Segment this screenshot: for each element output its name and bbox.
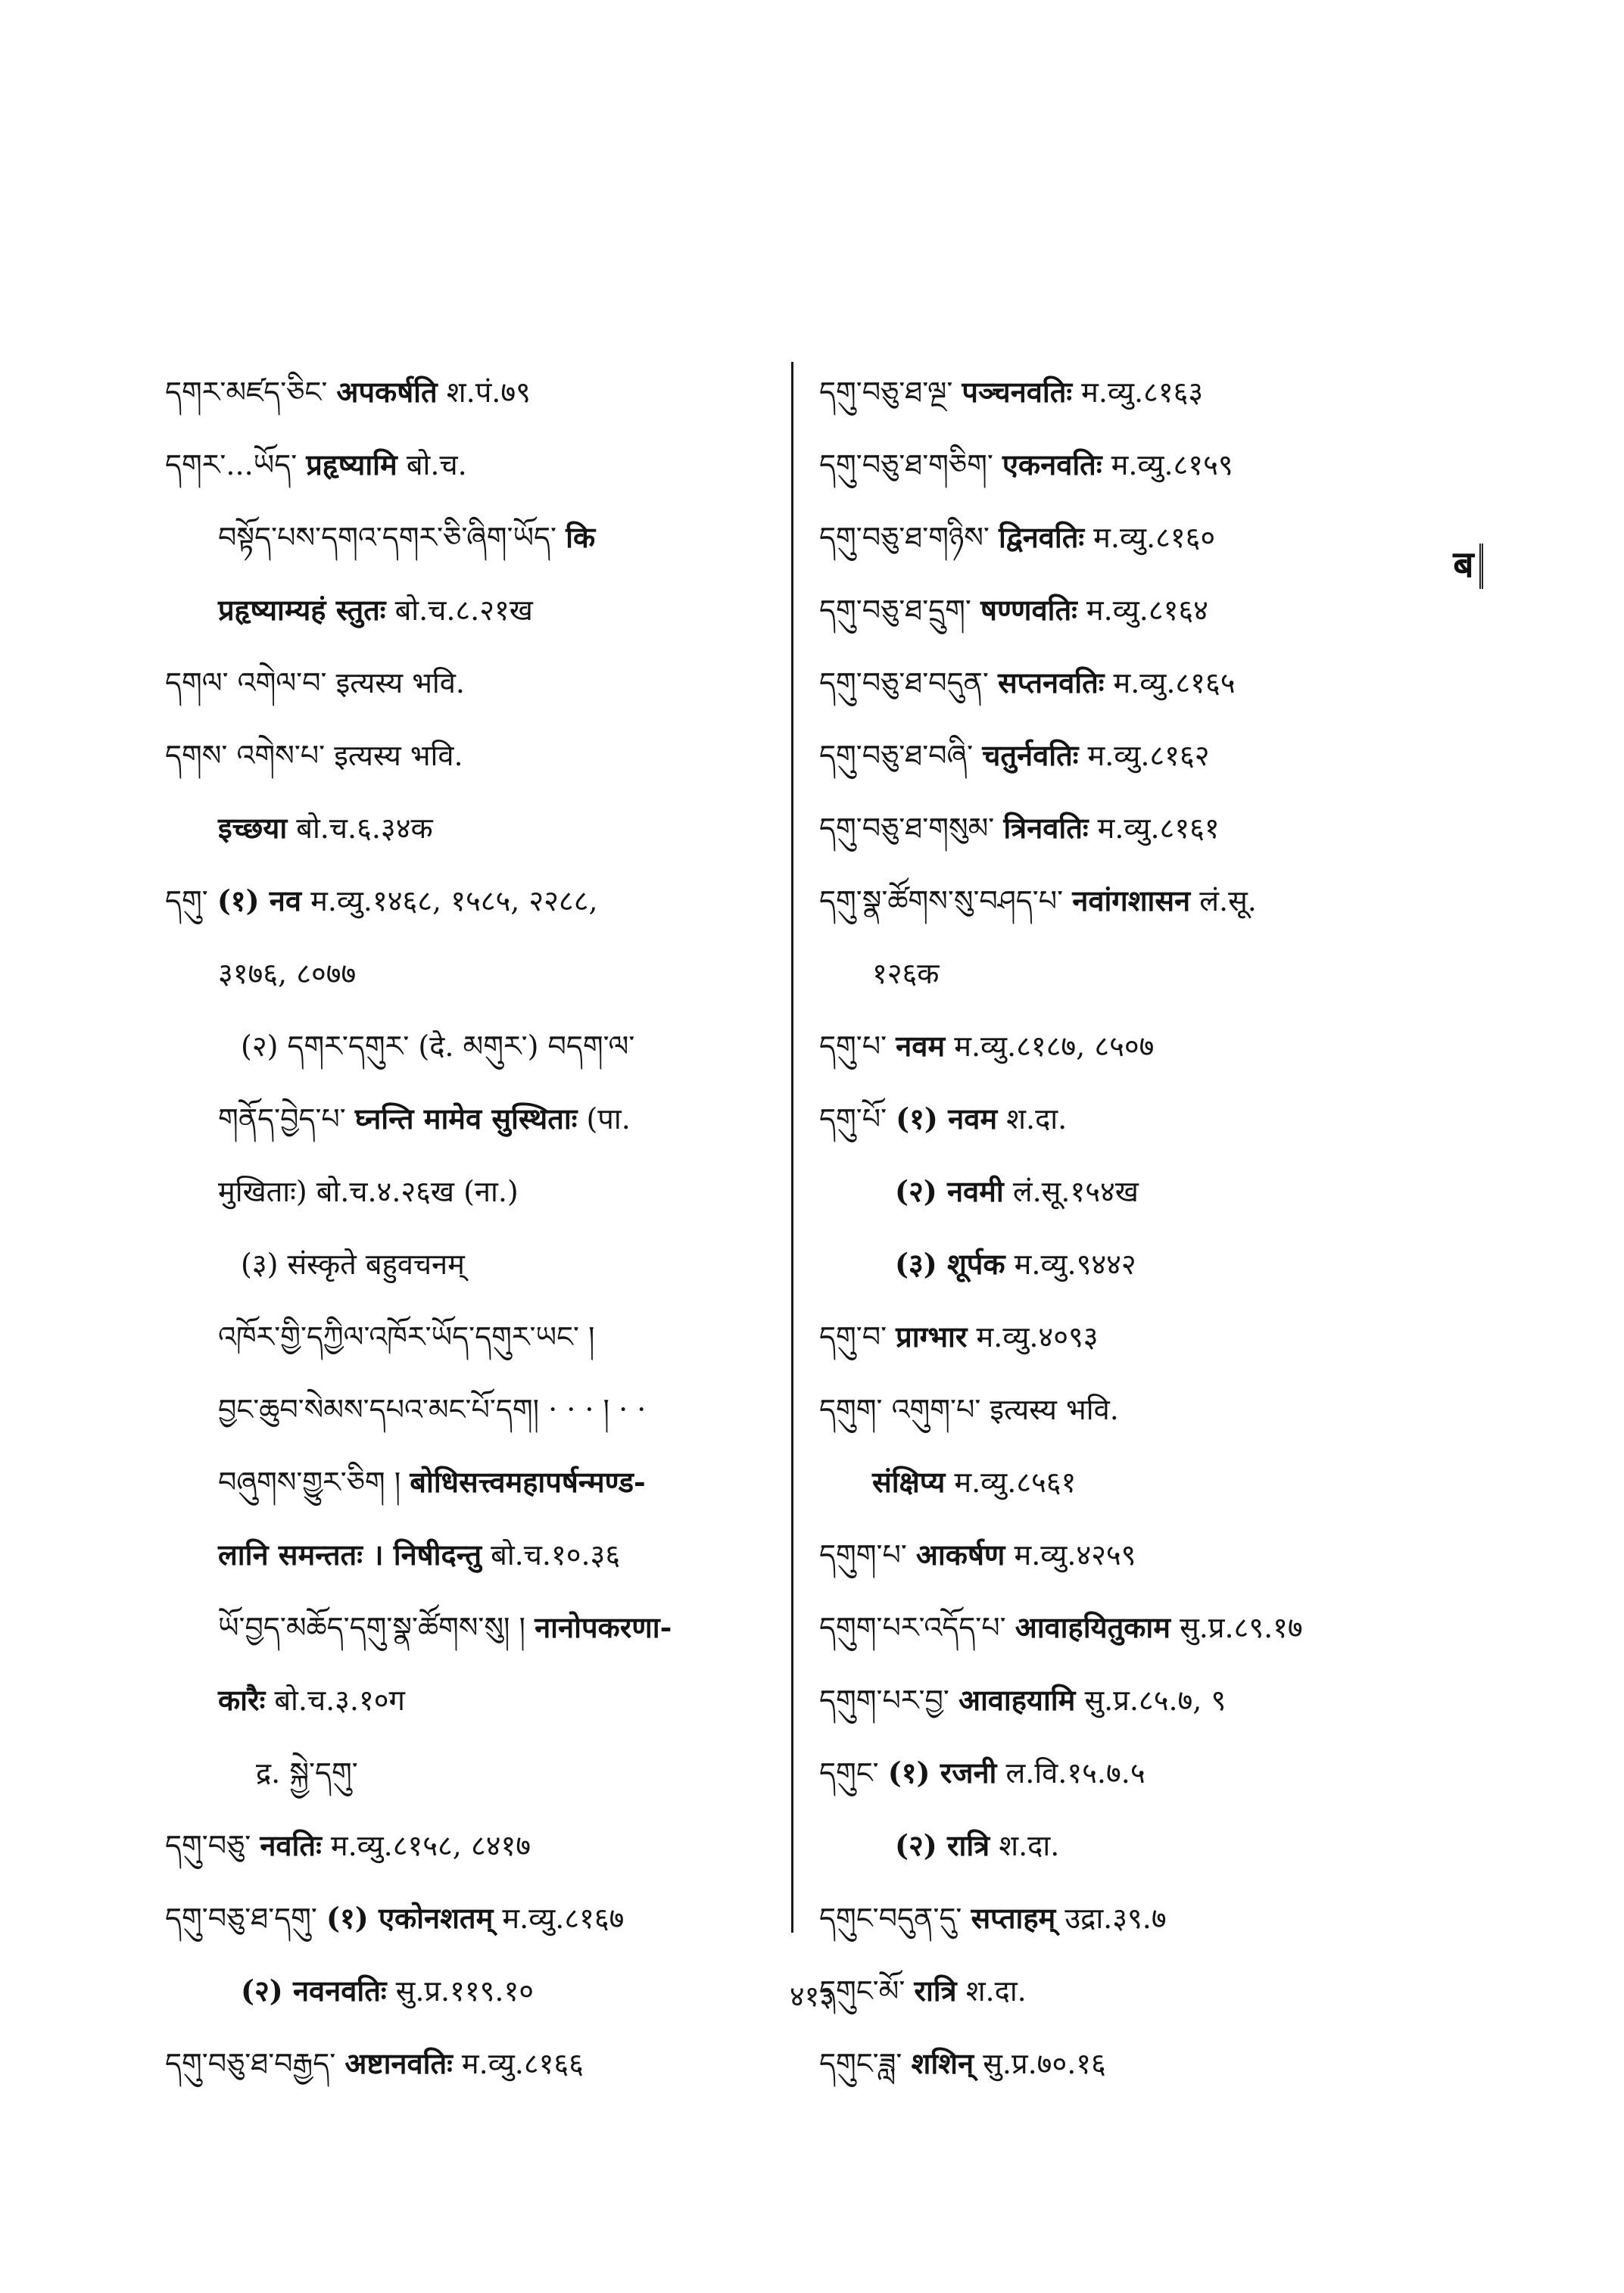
sanskrit-equivalent: नवांगशासन: [1072, 883, 1191, 918]
source-reference: श.दा.: [1006, 1102, 1068, 1136]
left-column: [165, 356, 786, 2100]
dictionary-entry: [819, 428, 1440, 501]
tibetan-headword: དགུང་ཟླ་: [819, 2047, 902, 2080]
source-reference: सु.प्र.८९.१७: [1180, 1611, 1303, 1644]
sanskrit-equivalent: (२) नवनवतिः: [241, 1974, 387, 2008]
source-reference: श.पं.७९: [446, 375, 531, 409]
dictionary-entry: [165, 1228, 786, 1301]
source-reference: सु.प्र.११९.१०: [395, 1974, 535, 2008]
sanskrit-equivalent: कारैः: [218, 1683, 266, 1717]
dictionary-entry: [165, 937, 786, 1010]
source-reference: म.व्यु.८१६३: [1081, 375, 1204, 409]
source-reference: लं.सू.: [1199, 884, 1257, 918]
tibetan-headword: དགུ་བཅུ་ཐ་བཞི་: [819, 739, 974, 772]
dictionary-entry: [819, 719, 1440, 792]
sanskrit-equivalent: आवाहयितुकाम: [1015, 1610, 1170, 1644]
tibetan-headword: དགུ་སྣ་ཚོགས་སུ་བཤད་པ་: [819, 884, 1064, 918]
tibetan-headword: བྱང་ཆུབ་སེམས་དཔའ་མང་པོ་དག། · · · ། · ·: [218, 1393, 647, 1426]
source-reference: ३१७६, ८०७७: [218, 957, 357, 990]
source-reference: श.दा.: [965, 1974, 1027, 2008]
dictionary-entry: [819, 937, 1440, 1010]
dictionary-entry: [819, 646, 1440, 719]
tibetan-headword: དགར་མཛད་ཅིང་: [165, 375, 328, 409]
source-reference: म.व्यु.८१५८, ८४१७: [330, 1829, 531, 1862]
sanskrit-equivalent: संक्षिप्य: [872, 1465, 946, 1499]
tibetan-headword: བསྟོད་པས་དགའ་དགར་ཅི་ཞིག་ཡོད་: [218, 521, 557, 554]
dictionary-entry: [819, 1446, 1440, 1519]
dictionary-entry: [819, 1301, 1440, 1373]
tibetan-headword: དགུ་པ་: [819, 1030, 887, 1063]
tibetan-headword: དགུག་པར་བྱ་: [819, 1684, 949, 1717]
source-reference: म.व्यु.१४६८, १५८५, २२८८,: [310, 884, 598, 918]
page-number: ४१३: [789, 1980, 835, 2013]
tibetan-headword: བཞུགས་གྱུར་ཅིག །: [218, 1466, 401, 1499]
sanskrit-equivalent: (१) एकोनशतम्: [326, 1901, 494, 1935]
source-reference: श.दा.: [999, 1829, 1060, 1862]
tibetan-headword: དགུ་བཅུ་ཐ་བརྒྱད་: [165, 2047, 336, 2080]
sanskrit-equivalent: कि: [566, 520, 596, 554]
sanskrit-equivalent: अष्टानवतिः: [344, 2046, 453, 2080]
dictionary-entry: [819, 501, 1440, 574]
sanskrit-equivalent: नवतिः: [260, 1828, 322, 1862]
source-reference: म.व्यु.८१८७, ८५०७: [954, 1030, 1155, 1063]
source-reference: म.व्यु.८१६०: [1093, 521, 1216, 554]
tibetan-headword: དགུ་བཅུ་: [165, 1829, 251, 1862]
tibetan-headword: དགུག་: [819, 1393, 883, 1426]
source-reference: म.व्यु.८१६६: [461, 2047, 584, 2080]
source-reference: (पा.: [586, 1102, 631, 1136]
tibetan-headword: དགུ་བཅུ་ཐ་ལྔ་: [819, 375, 953, 409]
source-reference: द्र. སྐྱེ་དགུ་: [256, 1756, 358, 1790]
dictionary-entry: [819, 792, 1440, 865]
section-marker: ब: [1448, 544, 1483, 589]
sanskrit-equivalent: (१) नव: [217, 883, 301, 918]
dictionary-entry: [819, 2027, 1440, 2100]
sanskrit-equivalent: नवम: [896, 1029, 946, 1063]
dictionary-entry: [165, 792, 786, 865]
tibetan-headword: དགུ་བ་: [819, 1320, 887, 1354]
sanskrit-equivalent: लानि समन्ततः । निषीदन्तु: [218, 1537, 482, 1572]
sanskrit-equivalent: रात्रि: [914, 1974, 957, 2008]
dictionary-entry: [165, 1882, 786, 1955]
sanskrit-equivalent: घ्नन्ति मामेव सुस्थिताः: [354, 1101, 578, 1136]
dictionary-entry: [819, 1882, 1440, 1955]
dictionary-entry: [165, 356, 786, 428]
tibetan-headword: དགུ་བཅུ་ཐ་གཅིག་: [819, 448, 993, 481]
dictionary-entry: [165, 1519, 786, 1591]
source-reference: १२६क: [872, 957, 940, 990]
sanskrit-equivalent: प्राग्भार: [896, 1319, 968, 1354]
sanskrit-equivalent: त्रिनवतिः: [1003, 811, 1089, 845]
tibetan-headword: དགུ་བཅུ་ཐ་དགུ་: [165, 1902, 317, 1935]
sanskrit-equivalent: प्रहृष्यामि: [306, 447, 397, 481]
source-reference: सु.प्र.७०.१६: [983, 2047, 1106, 2080]
dictionary-entry: [819, 1228, 1440, 1301]
tibetan-headword: དགུ་བཅུ་ཐ་དྲུག་: [819, 594, 971, 627]
sanskrit-equivalent: सप्ताहम्: [971, 1901, 1056, 1935]
sanskrit-equivalent: पञ्चनवतिः: [962, 375, 1073, 409]
sanskrit-equivalent: नानोपकरणा-: [535, 1610, 672, 1644]
tibetan-headword: དགལ་: [165, 666, 229, 699]
dictionary-entry: [819, 1083, 1440, 1155]
dictionary-entry: [165, 428, 786, 501]
dictionary-entry: [819, 1591, 1440, 1664]
dictionary-entry: [819, 1664, 1440, 1737]
tibetan-headword: དགུ་བཅུ་ཐ་གཉིས་: [819, 521, 990, 554]
sanskrit-equivalent: चतुर्नवतिः: [982, 738, 1079, 772]
sanskrit-equivalent: शशिन्: [911, 2046, 974, 2080]
tibetan-headword: འཁོར་གྱི་དཀྱིལ་འཁོར་ཡོད་དགུར་ཡང་ །: [218, 1320, 595, 1354]
sanskrit-equivalent: आकर्षण: [915, 1537, 1005, 1572]
tibetan-headword: དགུ་བཅུ་ཐ་གསུམ་: [819, 812, 995, 845]
dictionary-entry: [165, 865, 786, 937]
sanskrit-equivalent: इच्छया: [218, 811, 288, 845]
source-reference: म.व्यु.८१५९: [1111, 448, 1233, 481]
source-reference: (३) संस्कृते बहुवचनम्: [241, 1248, 465, 1281]
dictionary-entry: [819, 865, 1440, 937]
dictionary-entry: [819, 1519, 1440, 1591]
sanskrit-equivalent: (१) रजनी: [887, 1756, 997, 1790]
sanskrit-equivalent: एकनवतिः: [1002, 447, 1102, 481]
dictionary-entry: [819, 1737, 1440, 1809]
dictionary-entry: [819, 1155, 1440, 1228]
dictionary-entry: [819, 1809, 1440, 1882]
dictionary-entry: [165, 1155, 786, 1228]
tibetan-headword: དགུང་མོ་: [819, 1974, 906, 2008]
source-reference: म.व्यु.४२५९: [1014, 1538, 1136, 1572]
source-reference: मुखिताः) बो.च.४.२६ख (ना.): [218, 1175, 519, 1208]
dictionary-entry: [165, 1301, 786, 1373]
source-reference: म.व्यु.८१६१: [1097, 812, 1220, 845]
tibetan-headword: དགར་...ཡོད་: [165, 448, 298, 481]
source-reference: म.व्यु.८१६४: [1086, 594, 1208, 627]
dictionary-entry: [165, 719, 786, 792]
dictionary-entry: [819, 1373, 1440, 1446]
tibetan-headword: དགུག་པར་འདོད་པ་: [819, 1611, 1006, 1644]
tibetan-headword: དགུ་བཅུ་ཐ་བདུན་: [819, 666, 989, 699]
sanskrit-equivalent: सप्तनवतिः: [997, 665, 1105, 699]
dictionary-entry: [165, 2027, 786, 2100]
tibetan-headword: དགས་: [165, 739, 228, 772]
sanskrit-equivalent: (१) नवम: [896, 1101, 998, 1136]
sanskrit-equivalent: आवाहयामि: [958, 1683, 1076, 1717]
dictionary-entry: [165, 1010, 786, 1083]
source-reference: बो.च.: [406, 448, 467, 481]
tibetan-headword: དགུག་པ་: [819, 1538, 907, 1572]
source-reference: म.व्यु.४०९३: [976, 1320, 1099, 1354]
dictionary-entry: [165, 1737, 786, 1809]
dictionary-entry: [165, 501, 786, 574]
dictionary-entry: [165, 1373, 786, 1446]
tibetan-headword: གནོད་བྱེད་པ་: [218, 1102, 346, 1136]
sanskrit-equivalent: प्रहृष्याम्यहं स्तुतः: [218, 593, 386, 627]
source-reference: ल.वि.१५.७.५: [1005, 1756, 1146, 1790]
dictionary-entry: [165, 1591, 786, 1664]
tibetan-headword: དགུང་བདུན་དུ་: [819, 1902, 962, 1935]
sanskrit-equivalent: (२) रात्रि: [895, 1828, 990, 1862]
dictionary-entry: [165, 646, 786, 719]
source-reference: म.व्यु.८१६२: [1087, 739, 1210, 772]
dictionary-entry: [165, 574, 786, 646]
source-reference: म.व्यु.८५६१: [954, 1466, 1077, 1499]
sanskrit-equivalent: (२) नवमी: [895, 1174, 1004, 1208]
source-reference: बो.च.३.१०ग: [274, 1684, 405, 1717]
sanskrit-equivalent: द्विनवतिः: [998, 520, 1085, 554]
source-reference: (२) དགར་དགུར་ (दे. མགུར་) བདག་ལ་: [241, 1030, 635, 1063]
source-reference: འགེས་པ་ इत्यस्य भवि.: [236, 739, 463, 772]
source-reference: लं.सू.१५४ख: [1012, 1175, 1139, 1208]
source-reference: बो.च.८.२१ख: [394, 594, 533, 627]
source-reference: बो.च.१०.३६: [491, 1538, 621, 1572]
dictionary-entry: [819, 574, 1440, 646]
dictionary-entry: [819, 356, 1440, 428]
source-reference: म.व्यु.८१६७: [502, 1902, 625, 1935]
source-reference: उद्रा.३९.७: [1064, 1902, 1167, 1935]
dictionary-entry: [165, 1446, 786, 1519]
sanskrit-equivalent: बोधिसत्त्वमहापर्षन्मण्ड-: [410, 1465, 646, 1499]
source-reference: म.व्यु.९४४२: [1014, 1248, 1136, 1281]
right-column: [819, 356, 1440, 2100]
source-reference: འགུག་པ་ इत्यस्य भवि.: [891, 1393, 1119, 1426]
tibetan-headword: དགུང་: [819, 1756, 879, 1790]
sanskrit-equivalent: अपकर्षति: [336, 375, 438, 409]
tibetan-headword: ཡོ་བྱད་མཆོད་དགུ་སྣ་ཚོགས་སུ། །: [218, 1611, 525, 1644]
sanskrit-equivalent: (३) शूर्पक: [895, 1247, 1005, 1281]
column-divider: [791, 362, 793, 1933]
dictionary-entry: [165, 1809, 786, 1882]
tibetan-headword: དགུ་པོ་: [819, 1102, 887, 1136]
dictionary-entry: [165, 1664, 786, 1737]
dictionary-entry: [819, 1010, 1440, 1083]
dictionary-entry: [165, 1083, 786, 1155]
source-reference: म.व्यु.८१६५: [1113, 666, 1236, 699]
source-reference: འགེལ་བ་ इत्यस्य भवि.: [237, 666, 465, 699]
sanskrit-equivalent: षण्णवतिः: [980, 593, 1077, 627]
source-reference: सु.प्र.८५.७, ९: [1084, 1684, 1227, 1717]
source-reference: बो.च.६.३४क: [296, 812, 433, 845]
tibetan-headword: དགུ་: [165, 884, 208, 918]
